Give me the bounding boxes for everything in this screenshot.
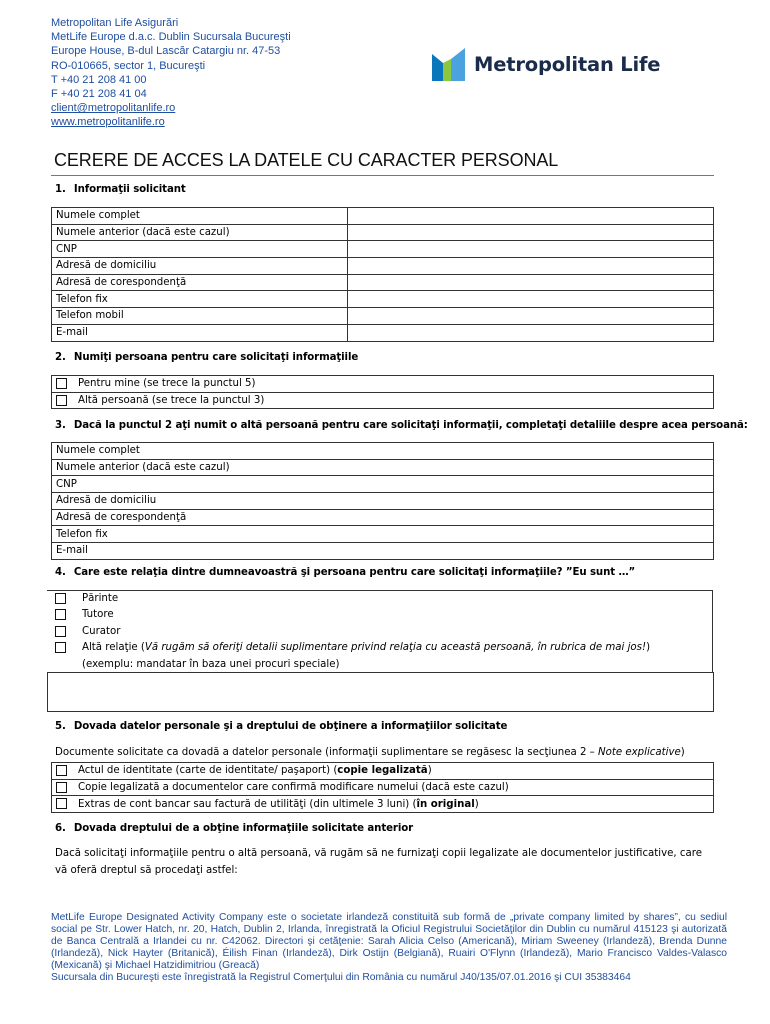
table-row <box>52 443 714 460</box>
documents-intro: Documente solicitate ca dovadă a datelor personale (informaţii suplimentare se regăsesc la secţiunea 2 – Note explicative) <box>55 747 685 758</box>
option-label: Altă relaţie (Vă rugăm să oferiţi detalii suplimentare privind relaţia cu această persoană, în rubrica de mai jos!) <box>82 642 651 654</box>
field-label: Adresă de corespondenţă <box>52 274 348 291</box>
relationship-options-frame <box>47 590 713 672</box>
field-input[interactable] <box>347 509 714 526</box>
field-input[interactable] <box>348 224 714 241</box>
example-note: (exemplu: mandatar în baza unei procuri speciale) <box>82 658 340 670</box>
section-6-text: Dacă solicitaţi informaţiile pentru o altă persoană, vă rugăm să ne furnizaţi copii legalizate ale documentelor justificative, care vă oferă dreptul să procedaţi astfel: <box>55 848 702 876</box>
field-input[interactable] <box>347 526 714 543</box>
metlife-m-logo-icon <box>432 48 465 81</box>
table-row <box>52 543 714 560</box>
field-label: Adresă de domiciliu <box>52 493 348 510</box>
option-label: Extras de cont bancar sau factură de utilităţi (din ultimele 3 luni) (în original) <box>78 796 714 813</box>
applicant-info-table <box>51 207 714 342</box>
registration-text: Sucursala din Bucureşti este înregistrată la Registrul Comerţului din România cu numărul J40/135/07.01.2016 şi CUI 35383464 <box>51 971 631 983</box>
company-legal-text: MetLife Europe Designated Activity Company este o societate irlandeză constituită sub formă de „private company limited by shares”, cu sediul social pe Str. Lower Hatch, nr. 20, Hatch, Dublin 2, Irlanda, înregistrată la Oficiul Registrului Societăţilor din Dublin cu numărul 415123 şi autorizată de Banca Centrală a Irlandei cu nr. C42062. Directori şi cetăţenie: Sarah Alicia Celso (Americană), Miriam Sweeney (Irlandeză), Brenda Dunne (Irlandeză), Nick Hayter (Britanică), Éilish Finan (Irlandeză), Dirk Ostijn (Belgiană), Ruairi O'Flynn (Irlandeză), Mario Francisco Valdes-Valasco (Mexicană) şi Michael Hatzidimitriou (Greacă) <box>51 912 727 971</box>
legal-footer <box>51 912 727 983</box>
option-label: Curator <box>82 625 121 637</box>
field-label: Numele complet <box>52 443 348 460</box>
field-input[interactable] <box>347 459 714 476</box>
website-link[interactable]: www.metropolitanlife.ro <box>51 116 165 129</box>
table-row <box>52 208 714 225</box>
title-divider <box>51 175 714 176</box>
table-row <box>52 526 714 543</box>
checkbox[interactable] <box>56 395 67 406</box>
table-row <box>52 779 714 796</box>
table-row <box>52 376 714 393</box>
address-line: RO-010665, sector 1, Bucureşti <box>51 59 206 72</box>
person-choice-table <box>51 375 714 409</box>
checkbox[interactable] <box>56 378 67 389</box>
field-input[interactable] <box>348 324 714 341</box>
table-row <box>52 763 714 780</box>
field-input[interactable] <box>348 274 714 291</box>
metropolitan-life-logo <box>432 48 660 81</box>
field-input[interactable] <box>347 493 714 510</box>
field-label: E-mail <box>52 324 348 341</box>
table-row <box>52 509 714 526</box>
field-input[interactable] <box>347 476 714 493</box>
checkbox[interactable] <box>56 765 67 776</box>
table-row <box>52 274 714 291</box>
field-input[interactable] <box>347 443 714 460</box>
email-link[interactable]: client@metropolitanlife.ro <box>51 102 176 115</box>
table-row <box>52 308 714 325</box>
section-5-heading: 5. Dovada datelor personale şi a dreptului de obţinere a informaţiilor solicitate <box>55 721 508 732</box>
field-input[interactable] <box>348 308 714 325</box>
table-row <box>52 476 714 493</box>
logo-text: Metropolitan Life <box>474 53 661 76</box>
field-input[interactable] <box>348 208 714 225</box>
option-label: Altă persoană (se trece la punctul 3) <box>78 392 714 409</box>
table-row <box>52 796 714 813</box>
option-label: Tutore <box>82 609 114 621</box>
checkbox[interactable] <box>56 782 67 793</box>
option-label: Actul de identitate (carte de identitate/ paşaport) (copie legalizată) <box>78 763 714 780</box>
relationship-details-input[interactable] <box>47 672 714 712</box>
table-row <box>52 493 714 510</box>
field-input[interactable] <box>348 291 714 308</box>
other-person-table <box>51 442 714 560</box>
field-input[interactable] <box>347 543 714 560</box>
table-row <box>52 291 714 308</box>
section-4-heading: 4. Care este relaţia dintre dumneavoastră şi persoana pentru care solicitaţi informaţiile? ”Eu sunt …” <box>55 567 636 578</box>
phone-line: T +40 21 208 41 00 <box>51 73 147 86</box>
field-label: Telefon fix <box>52 526 348 543</box>
field-label: Numele anterior (dacă este cazul) <box>52 224 348 241</box>
table-row <box>52 241 714 258</box>
table-row <box>52 324 714 341</box>
section-3-heading: 3. Dacă la punctul 2 aţi numit o altă persoană pentru care solicitaţi informaţii, completaţi detaliile despre acea persoană: <box>55 420 748 431</box>
address-line: MetLife Europe d.a.c. Dublin Sucursala Bucureşti <box>51 31 291 44</box>
field-label: Telefon fix <box>52 291 348 308</box>
option-label: Pentru mine (se trece la punctul 5) <box>78 376 714 393</box>
field-label: Adresă de corespondenţă <box>52 509 348 526</box>
address-line: Metropolitan Life Asigurări <box>51 17 179 29</box>
option-label: Părinte <box>82 592 119 604</box>
table-row <box>52 392 714 409</box>
fax-line: F +40 21 208 41 04 <box>51 88 147 101</box>
table-row <box>52 459 714 476</box>
section-1-heading: 1. Informaţii solicitant <box>55 184 186 195</box>
company-address-block <box>51 16 291 130</box>
field-input[interactable] <box>348 258 714 275</box>
field-label: CNP <box>52 241 348 258</box>
field-label: CNP <box>52 476 348 493</box>
field-input[interactable] <box>348 241 714 258</box>
table-row <box>52 224 714 241</box>
table-row <box>52 258 714 275</box>
documents-table <box>51 762 714 813</box>
field-label: E-mail <box>52 543 348 560</box>
field-label: Telefon mobil <box>52 308 348 325</box>
section-2-heading: 2. Numiţi persoana pentru care solicitaţi informaţiile <box>55 352 359 363</box>
field-label: Numele anterior (dacă este cazul) <box>52 459 348 476</box>
checkbox[interactable] <box>56 798 67 809</box>
option-label: Copie legalizată a documentelor care confirmă modificare numelui (dacă este cazul) <box>78 779 714 796</box>
address-line: Europe House, B-dul Lascăr Catargiu nr. 47-53 <box>51 45 281 58</box>
section-6-heading: 6. Dovada dreptului de a obţine informaţiile solicitate anterior <box>55 823 414 834</box>
page-title: CERERE DE ACCES LA DATELE CU CARACTER PERSONAL <box>54 150 559 170</box>
field-label: Numele complet <box>52 208 348 225</box>
field-label: Adresă de domiciliu <box>52 258 348 275</box>
